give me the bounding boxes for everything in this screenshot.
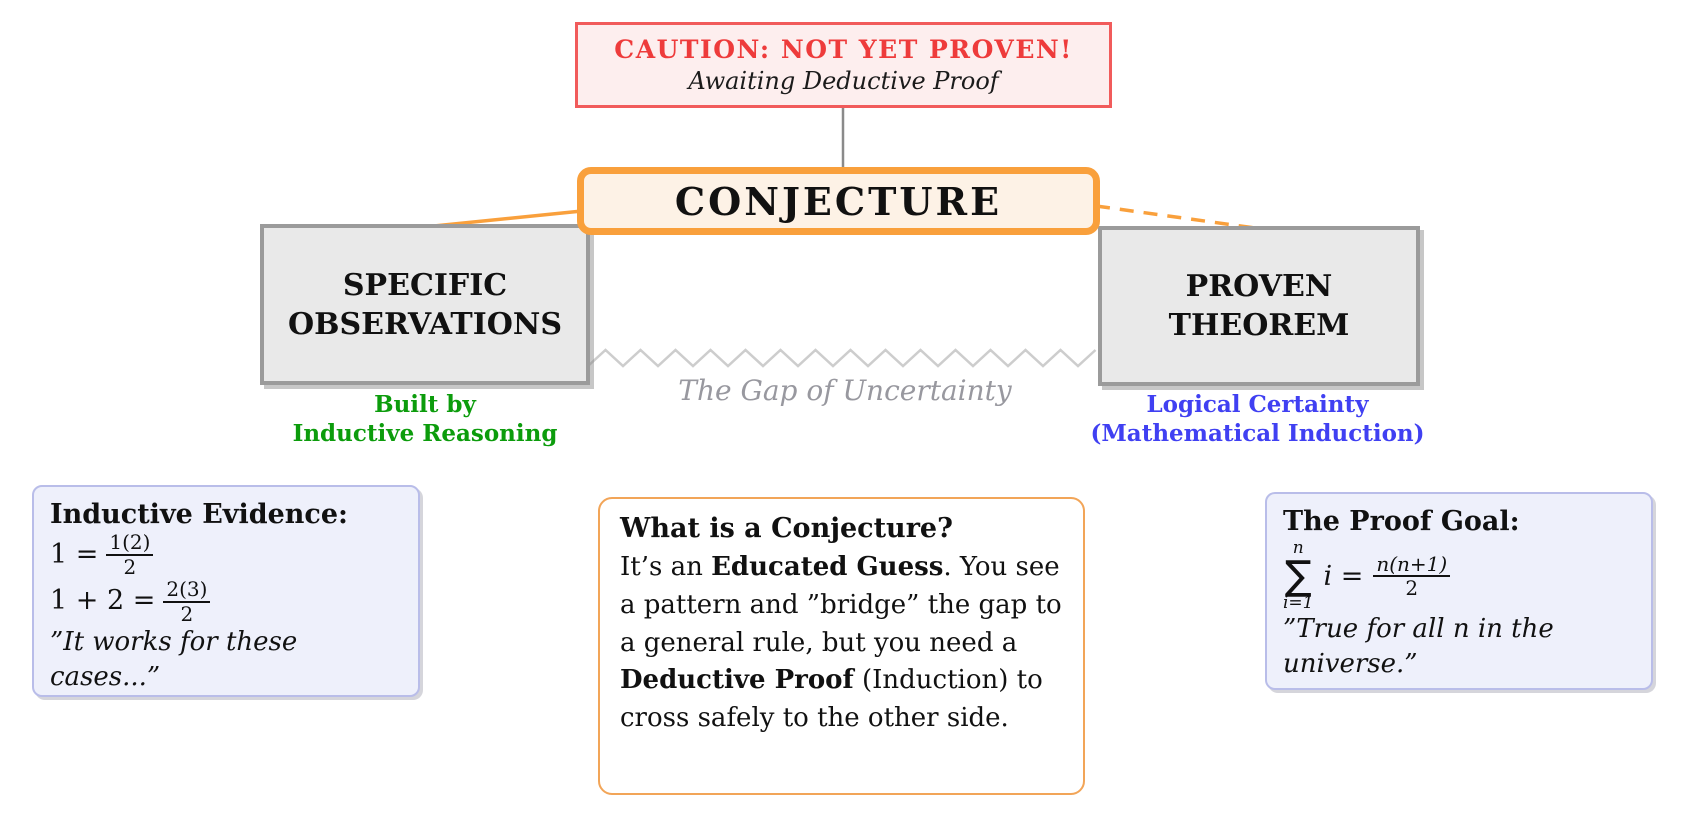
eq2-denominator: 2	[180, 601, 194, 626]
definition-seg3: . You see a pattern and ”bridge” the gap to a general rule, but you need a	[620, 552, 1062, 658]
eq1-fraction	[106, 531, 153, 578]
goal-fraction	[1373, 553, 1450, 600]
conjecture-box	[577, 167, 1100, 235]
sum-lower-limit: i=1	[1283, 593, 1314, 614]
theorem-line2: THEOREM	[1168, 308, 1350, 343]
gap-zigzag-line	[588, 350, 1096, 366]
sigma-glyph: ∑	[1284, 553, 1312, 600]
proof-goal-box	[1265, 492, 1653, 690]
sum-upper-limit: n	[1292, 538, 1304, 559]
eq2-numerator: 2(3)	[163, 578, 210, 602]
observations-line1: SPECIFIC	[342, 267, 508, 303]
logical-certainty-caption	[1035, 391, 1480, 449]
caution-box	[575, 22, 1112, 108]
goal-numerator: n(n+1)	[1373, 553, 1450, 577]
eq2-fraction	[163, 578, 210, 625]
goal-quote-line2: universe.”	[1283, 649, 1418, 680]
inductive-caption-line2: Inductive Reasoning	[292, 419, 558, 447]
definition-deductive-proof: Deductive Proof	[620, 665, 854, 696]
inductive-evidence-box	[32, 485, 420, 697]
evidence-title: Inductive Evidence:	[50, 499, 349, 530]
definition-seg5: (Induction) to cross safely to the other side.	[620, 665, 1043, 734]
eq2-lhs: 1 + 2 =	[50, 585, 156, 617]
gap-of-uncertainty-label: The Gap of Uncertainty	[678, 374, 1012, 407]
proven-theorem-box	[1098, 226, 1420, 386]
sum-body: i =	[1323, 560, 1364, 592]
definition-seg1: It’s an	[620, 552, 712, 583]
definition-paragraph	[620, 549, 1063, 737]
caution-title: CAUTION: NOT YET PROVEN!	[614, 34, 1073, 64]
caution-subtitle: Awaiting Deductive Proof	[688, 67, 999, 96]
evidence-quote-line1: ”It works for these	[50, 626, 298, 657]
specific-observations-box	[260, 224, 590, 385]
evidence-quote-line2: cases...”	[50, 662, 161, 693]
certainty-caption-line1: Logical Certainty	[1146, 391, 1369, 418]
goal-quote-line1: ”True for all n in the	[1283, 614, 1554, 645]
what-is-a-conjecture-box	[598, 497, 1085, 795]
conjecture-label: CONJECTURE	[674, 178, 1003, 224]
observations-line2: OBSERVATIONS	[287, 306, 563, 342]
evidence-equation-1	[50, 531, 153, 578]
inductive-caption-line1: Built by	[374, 391, 476, 418]
goal-sum-formula	[1283, 540, 1450, 612]
theorem-line1: PROVEN	[1185, 269, 1333, 304]
eq1-numerator: 1(2)	[106, 531, 153, 555]
eq1-denominator: 2	[123, 554, 137, 579]
definition-title: What is a Conjecture?	[620, 513, 953, 544]
goal-denominator: 2	[1405, 576, 1419, 601]
certainty-caption-line2: (Mathematical Induction)	[1090, 419, 1425, 447]
eq1-lhs: 1 =	[50, 538, 99, 570]
inductive-reasoning-caption	[225, 391, 625, 449]
evidence-equation-2	[50, 578, 210, 625]
definition-educated-guess: Educated Guess	[711, 552, 944, 583]
summation-symbol	[1283, 540, 1314, 612]
goal-title: The Proof Goal:	[1283, 506, 1520, 537]
conjecture-to-theorem-dashed-line	[1096, 206, 1255, 228]
